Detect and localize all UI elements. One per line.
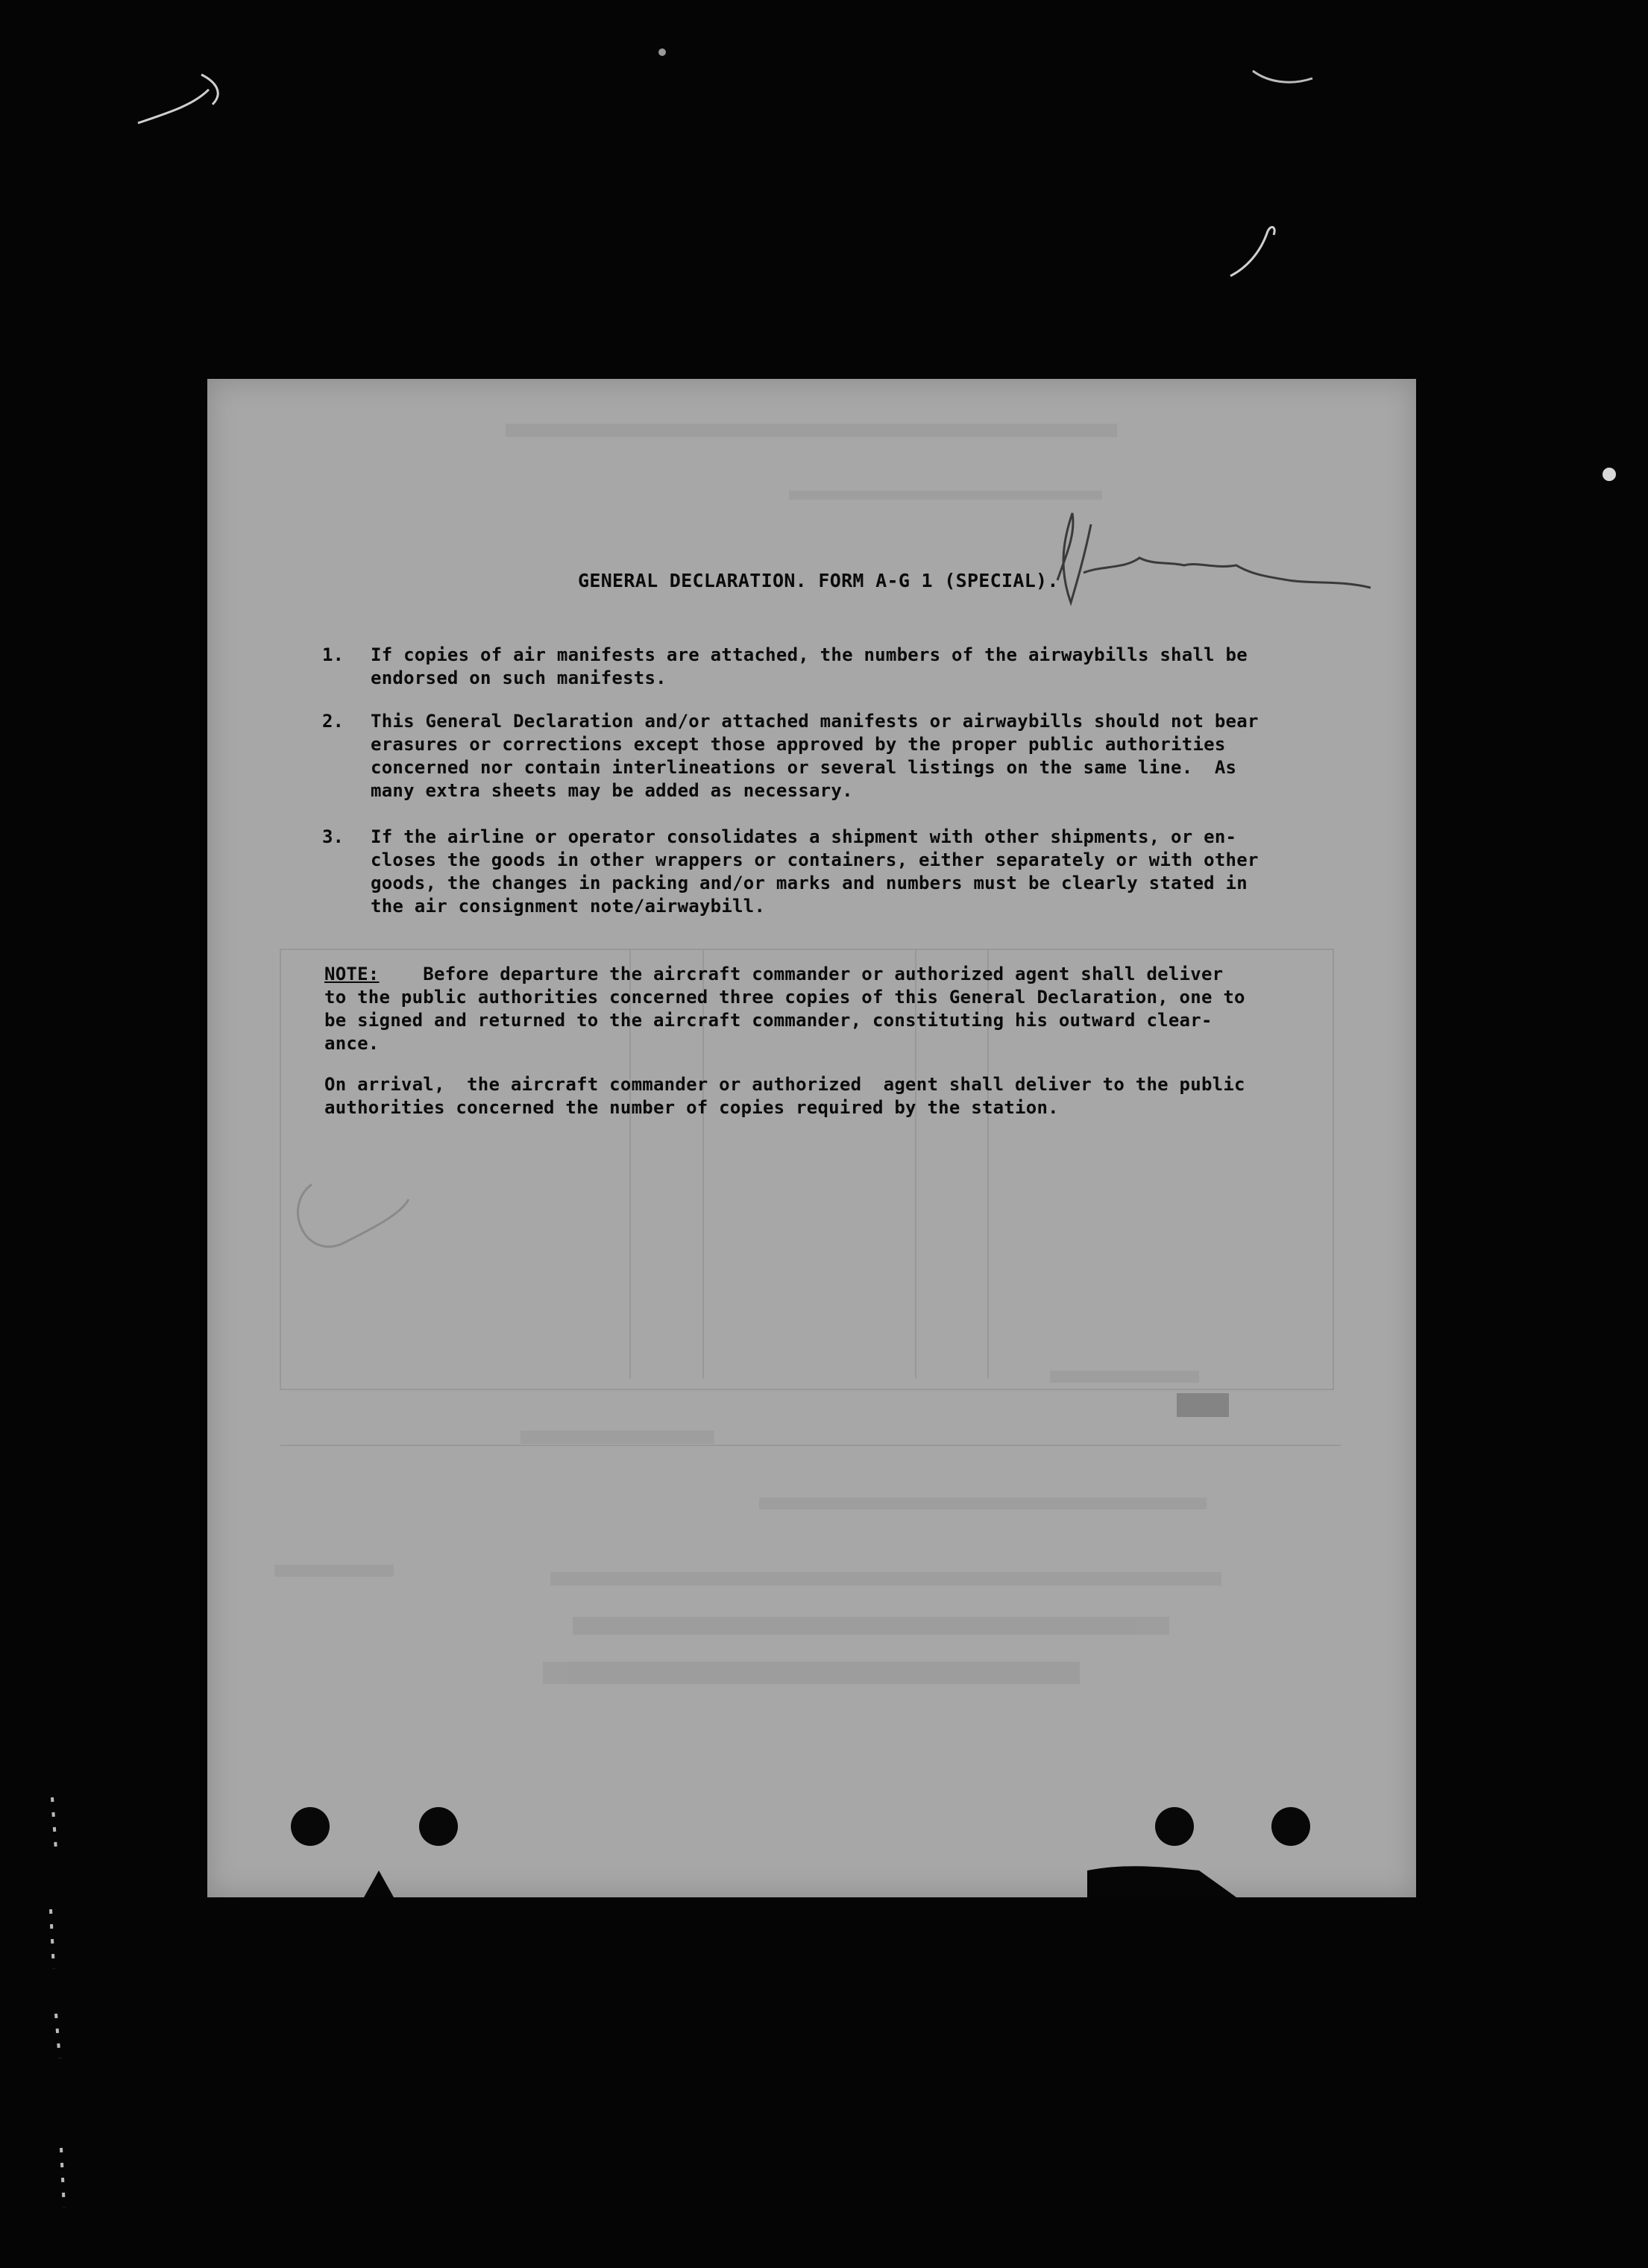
item-line: many extra sheets may be added as necessary. <box>371 780 853 801</box>
note-label: NOTE: <box>324 964 380 984</box>
item-line: If the airline or operator consolidates a shipment with other shipments, or en- <box>371 826 1237 847</box>
item-number: 1. <box>322 644 344 665</box>
item-line: endorsed on such manifests. <box>371 667 667 688</box>
item-line: concerned nor contain interlineations or several listings on the same line. As <box>371 757 1237 778</box>
note-first-line <box>324 963 1368 986</box>
punch-hole <box>291 1807 330 1846</box>
document-title: GENERAL DECLARATION. FORM A-G 1 (SPECIAL). <box>578 570 1059 591</box>
item-line: goods, the changes in packing and/or marks and numbers must be clearly stated in <box>371 873 1248 893</box>
note-first-line-text: Before departure the aircraft commander or authorized agent shall deliver <box>379 964 1224 984</box>
punch-hole <box>1271 1807 1310 1846</box>
document-page <box>207 379 1416 1897</box>
item-line: erasures or corrections except those approved by the proper public authorities <box>371 734 1226 755</box>
note-line: be signed and returned to the aircraft commander, constituting his outward clear- <box>324 1010 1213 1031</box>
bleed-through-stamp <box>1177 1393 1229 1417</box>
note-line: ance. <box>324 1033 380 1054</box>
arrival-line: On arrival, the aircraft commander or authorized agent shall deliver to the public <box>324 1074 1245 1095</box>
instruction-item <box>371 710 1362 802</box>
arrival-line: authorities concerned the number of copies required by the station. <box>324 1097 1059 1118</box>
handwritten-signature <box>1057 513 1371 603</box>
faint-pencil-mark <box>298 1184 409 1247</box>
punch-hole <box>1155 1807 1194 1846</box>
instruction-item <box>371 644 1362 690</box>
instruction-item <box>371 826 1362 918</box>
note-section <box>324 963 1368 1119</box>
item-number: 3. <box>322 826 344 847</box>
item-line: If copies of air manifests are attached, the numbers of the airwaybills shall be <box>371 644 1248 665</box>
note-spacer <box>324 1055 1368 1073</box>
item-line: the air consignment note/airwaybill. <box>371 896 766 917</box>
item-line: closes the goods in other wrappers or containers, either separately or with other <box>371 849 1259 870</box>
note-line: to the public authorities concerned three copies of this General Declaration, one to <box>324 987 1245 1008</box>
dust-speck <box>1603 468 1616 481</box>
torn-edge <box>1087 1866 1236 1897</box>
torn-edge <box>364 1870 394 1897</box>
item-number: 2. <box>322 711 344 732</box>
dust-speck <box>658 48 666 56</box>
paper-marks <box>207 379 1416 1897</box>
item-line: This General Declaration and/or attached manifests or airwaybills should not bear <box>371 711 1259 732</box>
punch-hole <box>419 1807 458 1846</box>
